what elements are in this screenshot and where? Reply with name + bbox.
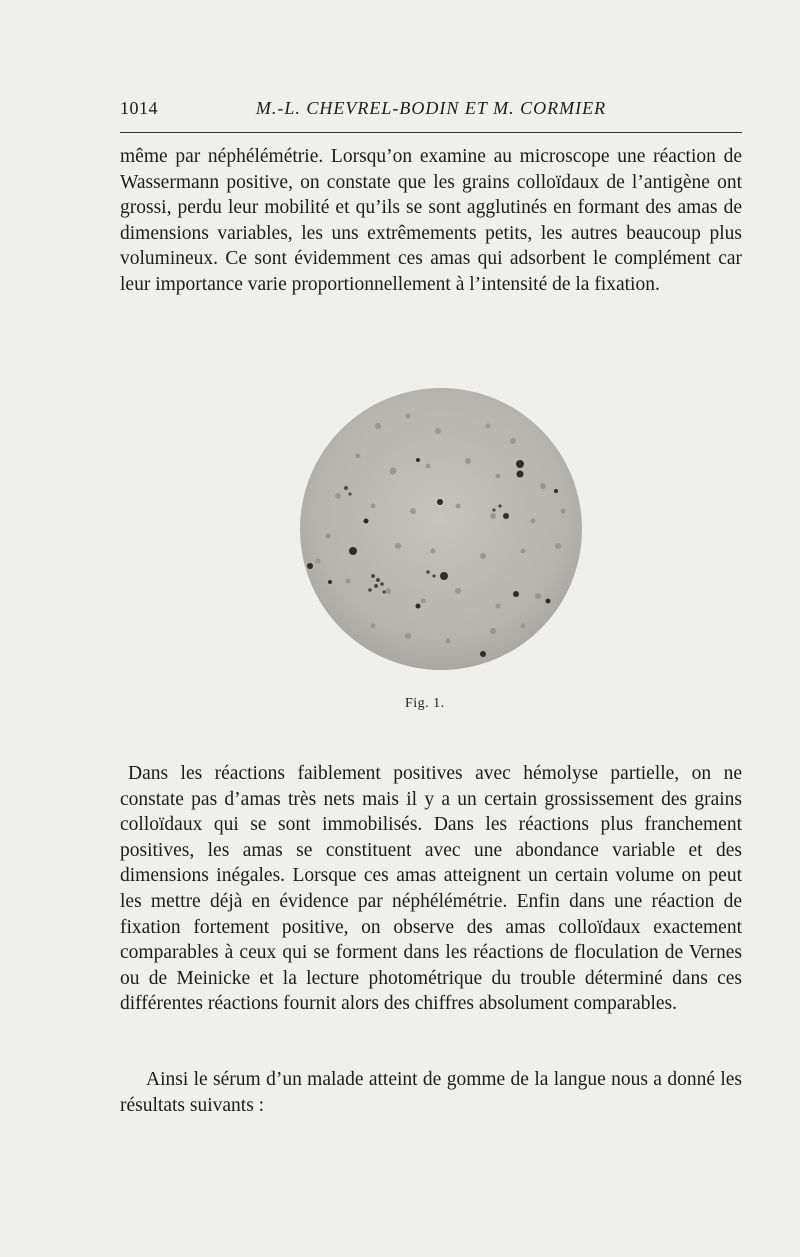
page-number: 1014 [120,98,158,118]
running-head: M.-L. CHEVREL-BODIN ET M. CORMIER [255,98,607,118]
paragraph-3: Ainsi le sérum d’un malade atteint de gomme de la langue nous a donné les résultats suivants : [120,1069,742,1116]
microscope-field [300,388,582,670]
paragraph-1: même par néphélémétrie. Lorsqu’on examine au microscope une réaction de Wassermann positive, on constate que les grains colloïdaux de l’antigène ont grossi, perdu leur mobilité et qu’ils se sont agglutinés en formant des amas de dimensions variables, les uns extrêmements petits, les autres beaucoup plus volumineux. Ce sont évidemment ces amas qui adsorbent le complément car leur importance varie proportionnellement à l’intensité de la fixation. [120,146,742,295]
page-header [120,96,742,126]
paragraph-2: Dans les réactions faiblement positives avec hémolyse partielle, on ne constate pas d’amas très nets mais il y a un certain grossissement des grains colloïdaux qui se sont immobilisés. Dans les réactions plus franchement positives, les amas se constituent avec une abondance variable et des dimensions inégales. Lorsque ces amas atteignent un certain volume on peut les mettre déjà en évidence par néphélémétrie. Enfin dans une réaction de fixation fortement positive, on observe des amas colloïdaux exactement comparables à ceux qui se forment dans les réactions de floculation de Vernes ou de Meinicke et la lecture photométrique du trouble déterminé dans ces différentes réactions fournit alors des chiffres absolument comparables. [120,763,742,1015]
micrograph-figure [298,386,584,672]
figure-caption: Fig. 1. [405,696,445,711]
micrograph-image [298,386,584,672]
header-rule [120,132,742,133]
